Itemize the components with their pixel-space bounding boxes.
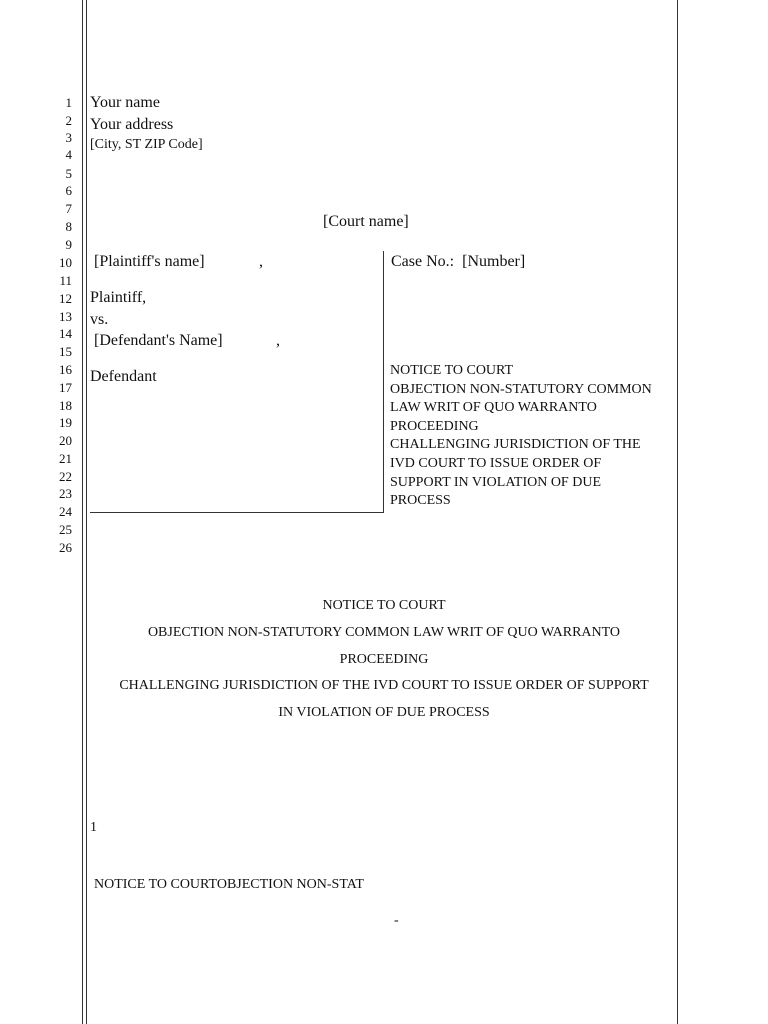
line-number: 14	[59, 326, 72, 341]
caption-line: NOTICE TO COURT	[390, 363, 514, 378]
title-line: CHALLENGING JURISDICTION OF THE IVD COURT TO ISSUE ORDER OF SUPPORT	[119, 678, 649, 694]
title-line: IN VIOLATION OF DUE PROCESS	[278, 705, 490, 721]
case-number-label	[391, 253, 525, 271]
line-number: 25	[59, 522, 72, 537]
line-number: 17	[59, 380, 72, 395]
line-number: 10	[59, 255, 72, 270]
caption-line: CHALLENGING JURISDICTION OF THE	[390, 437, 641, 453]
case-no-value: [Number]	[462, 253, 526, 270]
caption-line: SUPPORT IN VIOLATION OF DUE	[390, 474, 601, 490]
caption-line: PROCEEDING	[390, 418, 479, 434]
title-line: OBJECTION NON-STATUTORY COMMON LAW WRIT OF QUO WARRANTO	[147, 624, 621, 640]
defendant-name: [Defendant's Name]	[94, 332, 223, 349]
plaintiff-comma: ,	[259, 253, 263, 270]
caption-divider-vertical	[383, 251, 384, 513]
line-number: 26	[59, 540, 72, 555]
title-line: PROCEEDING	[339, 651, 429, 667]
page-number: 1	[90, 820, 97, 835]
line-number: 11	[59, 273, 72, 288]
filer-city-state-zip: [City, ST ZIP Code]	[90, 137, 203, 152]
right-margin-rule	[677, 0, 678, 1024]
caption-line: IVD COURT TO ISSUE ORDER OF	[390, 455, 602, 471]
line-number: 18	[59, 398, 72, 413]
caption-line: LAW WRIT OF QUO WARRANTO	[390, 400, 597, 416]
line-number: 3	[65, 130, 72, 145]
line-number: 19	[59, 415, 72, 430]
left-margin-rule-outer	[82, 0, 83, 1024]
plaintiff-name: [Plaintiff's name]	[94, 253, 205, 270]
title-line: NOTICE TO COURT	[322, 598, 446, 613]
defendant-label: Defendant	[90, 368, 157, 385]
line-number: 21	[59, 451, 72, 466]
line-number: 20	[59, 433, 72, 448]
footer-dash: -	[394, 913, 399, 928]
line-number: 4	[65, 147, 72, 162]
line-number: 9	[65, 237, 72, 252]
left-margin-rule-inner	[86, 0, 87, 1024]
line-number: 22	[59, 469, 72, 484]
caption-line: OBJECTION NON-STATUTORY COMMON	[390, 381, 652, 397]
plaintiff-label: Plaintiff,	[90, 289, 147, 306]
caption-document-title	[390, 362, 680, 511]
versus-label: vs.	[90, 311, 109, 328]
footer-running-title: NOTICE TO COURTOBJECTION NON-STAT	[94, 877, 364, 892]
line-number: 2	[65, 113, 72, 128]
line-number: 5	[65, 166, 72, 181]
line-number: 1	[65, 95, 72, 110]
caption-divider-horizontal	[90, 512, 384, 513]
case-no-label: Case No.:	[391, 253, 455, 270]
line-number: 23	[59, 486, 72, 501]
line-number: 13	[59, 309, 72, 324]
line-number: 8	[65, 219, 72, 234]
filer-address: Your address	[90, 116, 174, 133]
document-title	[84, 593, 684, 727]
line-number: 6	[65, 183, 72, 198]
line-number: 15	[59, 344, 72, 359]
defendant-comma: ,	[276, 332, 280, 349]
line-number: 7	[65, 201, 72, 216]
filer-name: Your name	[90, 94, 160, 111]
line-number: 12	[59, 291, 72, 306]
caption-line: PROCESS	[390, 493, 451, 509]
line-number: 16	[59, 362, 72, 377]
court-name: [Court name]	[323, 213, 409, 230]
line-number: 24	[59, 504, 72, 519]
